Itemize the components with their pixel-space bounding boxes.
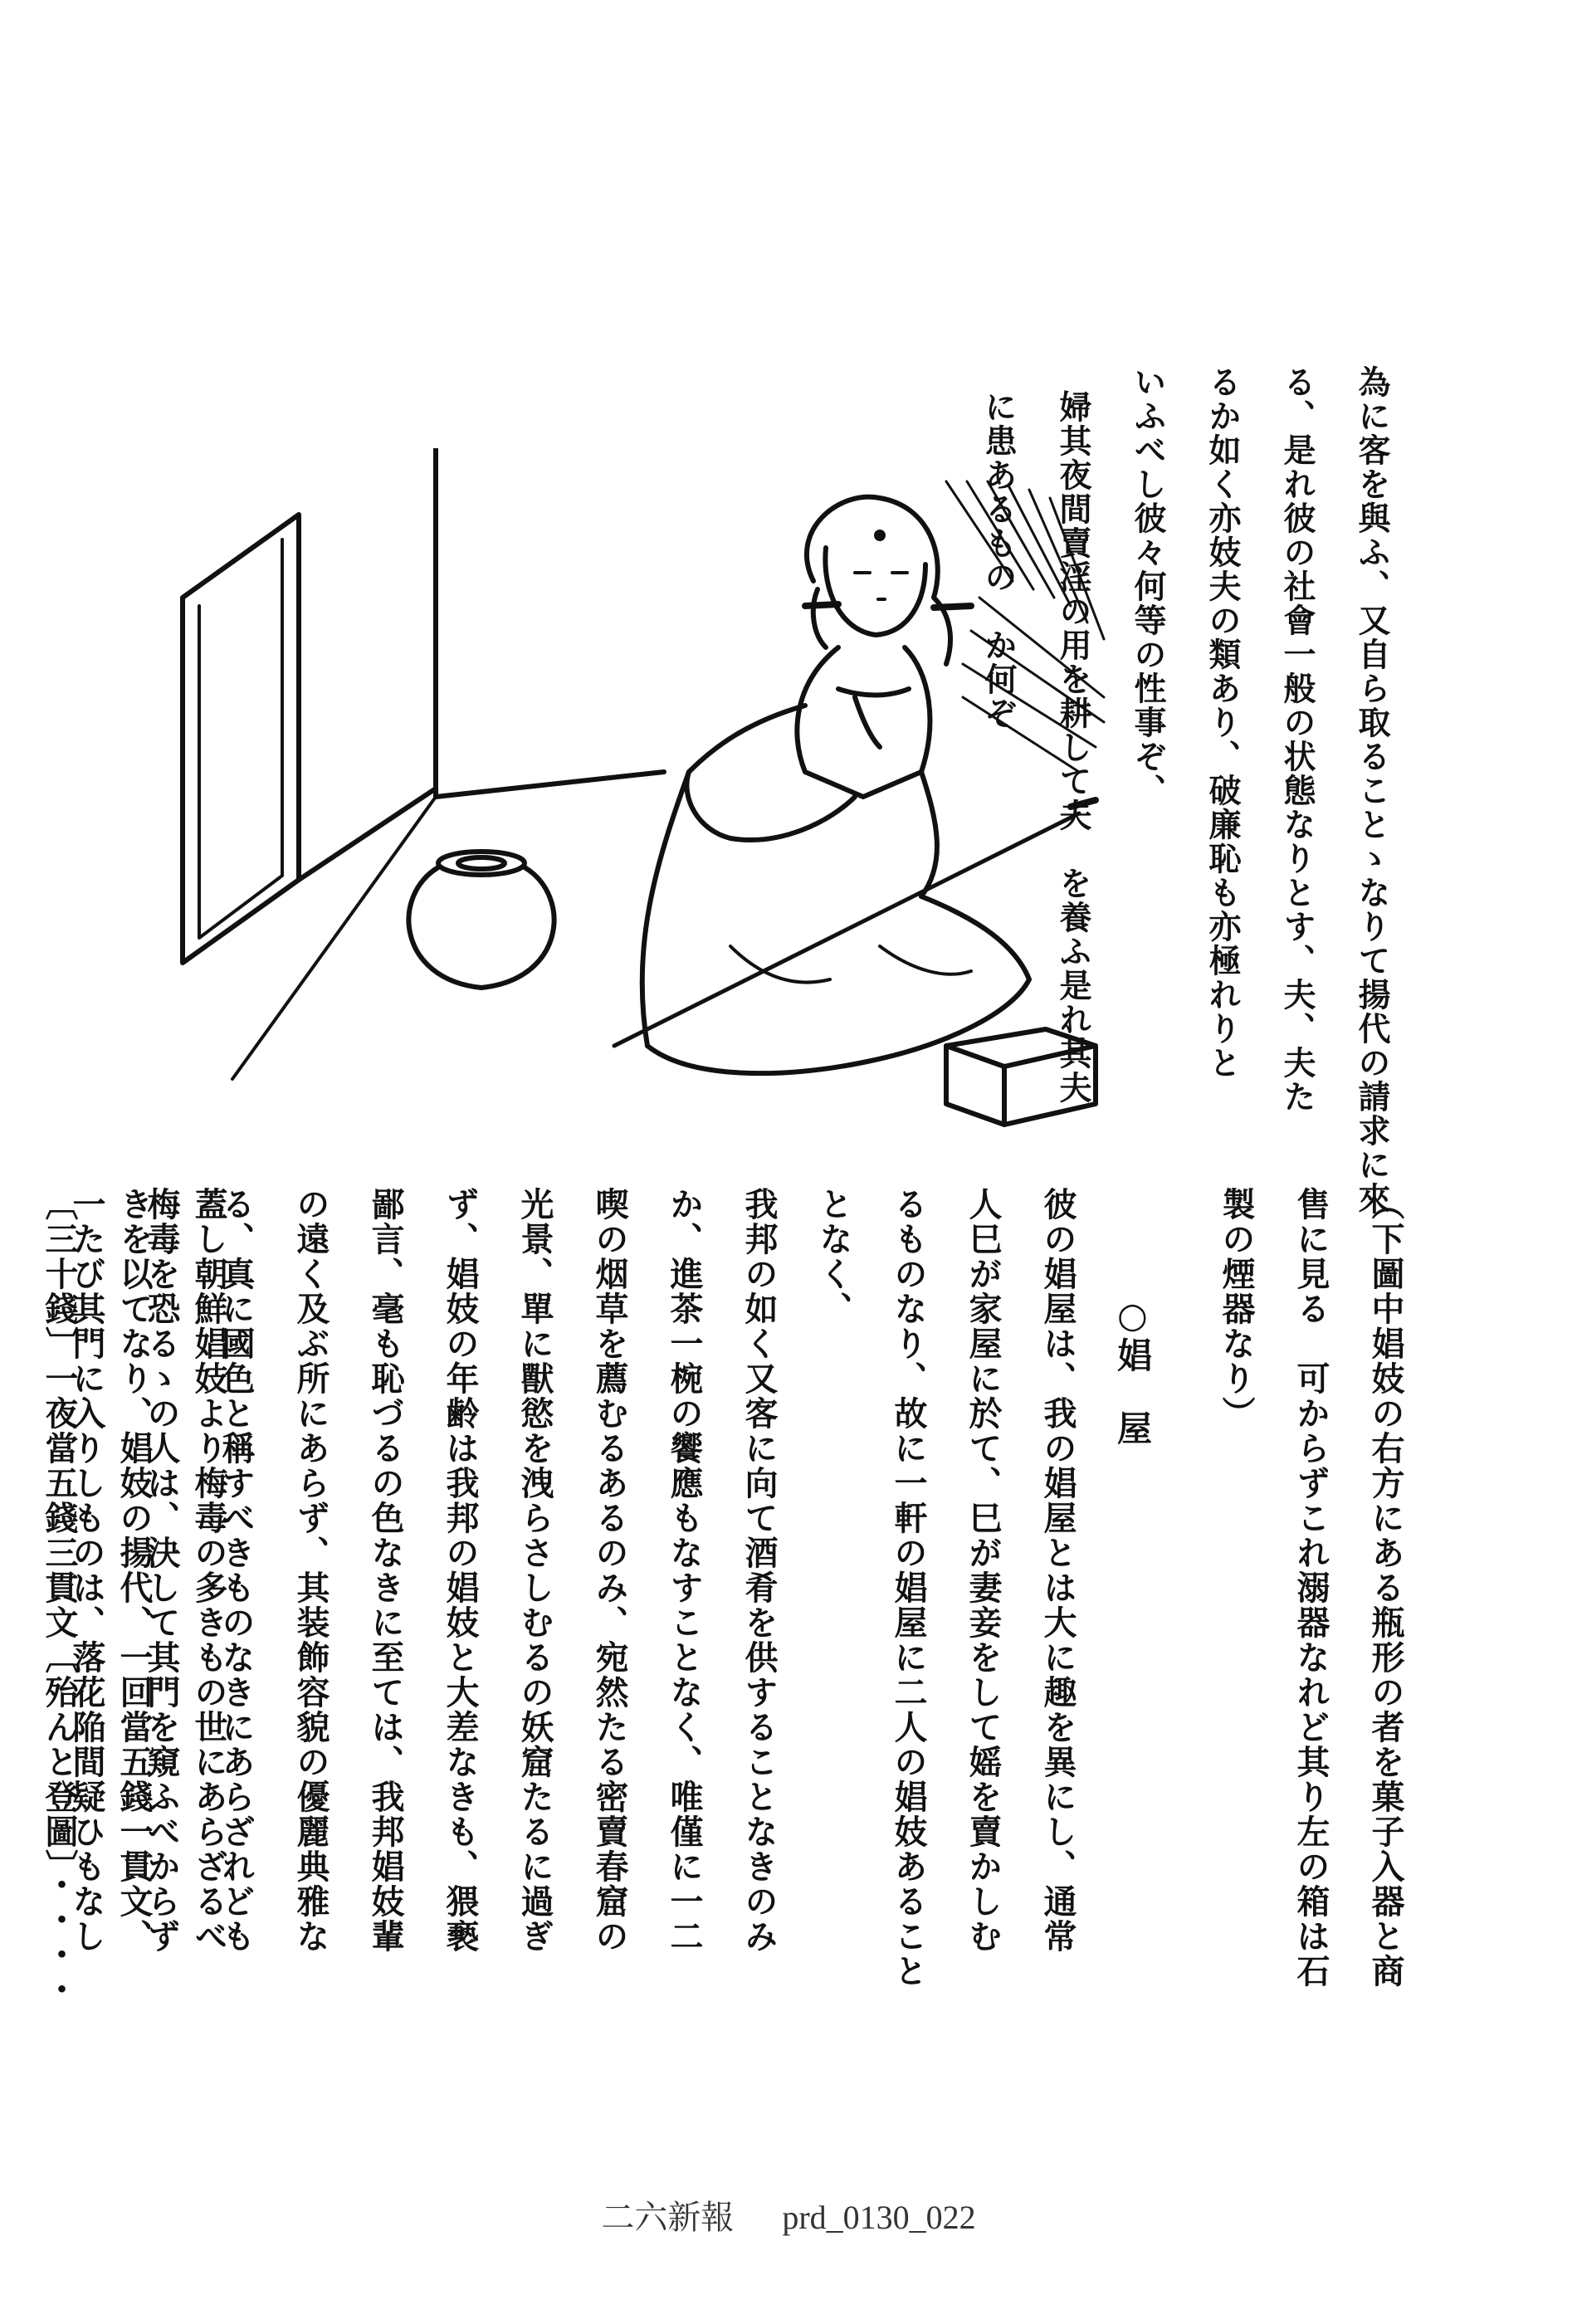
floor-wall-edge-left [299,788,436,880]
section-col-17: 〔三十錢〕一夜當五錢三貫文〔殆んと登圖〕・・・・ [40,1187,78,2007]
upper-text-col-6: に患あるもの か何ぞ [979,390,1017,730]
caption-col-1: （下圖中娼妓の右方にある瓶形の者を菓子入器と商 [1366,1187,1404,1989]
section-col-8: 光景、單に獸慾を洩らさしむるの妖窟たるに過ぎ [515,1187,554,1954]
section-col-3: るものなり、故に一軒の娼屋に二人の娼妓あること [889,1187,927,1989]
illustration-seated-woman [149,448,1162,1129]
section-col-16: きを以てなり、娼妓の揚代、一回當五錢一貫文、 [115,1187,153,1954]
pipe-line [614,813,1079,1046]
page-footer [0,2191,1577,2239]
section-col-4: となく、 [814,1187,852,1326]
upper-text-col-2: る、是れ彼の社會一般の状態なりとす、夫、夫た [1278,365,1316,1114]
section-col-6: か、進茶一椀の饗應もなすことなく、唯僅に一二 [665,1187,703,1954]
upper-text-col-5: 婦其夜間賣淫の用を耕して夫 を養ふ是れ其夫 [1054,390,1091,1105]
caption-col-3: 製の煙器なり） [1217,1187,1255,1431]
section-col-5: 我邦の如く又客に向て酒肴を供することなきのみ [740,1187,778,1954]
upper-text-col-3: るか如く亦妓夫の類あり、破廉恥も亦極れりと [1204,365,1241,1080]
section-col-12: る、真に國色と稱すべきものなきにあらざれども [217,1187,255,1954]
section-col-13: 梅毒を恐るゝの人は、決して其門を窺ふべからず [142,1187,180,1954]
section-col-2: 人巳が家屋に於て、巳が妻妾をして媱を賣かしむ [964,1187,1002,1954]
section-heading: ○娼 屋 [1112,1295,1153,1447]
pot-icon [408,852,554,988]
window-inner-frame [199,540,282,938]
upper-text-col-4: いふべし彼々何等の性事ぞ、 [1129,365,1166,808]
woman-figure [614,497,1096,1073]
upper-text-col-1: 為に客を與ふ、又自ら取ることゝなりて揚代の請求に來 [1353,365,1390,1216]
box-icon [946,1029,1096,1125]
floor-wall-edge-right [436,772,664,797]
floor-edge-diagonal [232,797,436,1079]
background-shading [946,481,1104,772]
section-col-15: 蓋し朝鮮娼妓より梅毒の多きもの世にあらざるべ [189,1187,227,1954]
footer-title: 二六新報 [601,2199,735,2236]
section-col-7: 喫の烟草を薦むるあるのみ、宛然たる密賣春窟の [590,1187,628,1954]
section-col-11: の遠く及ぶ所にあらず、其装飾容貌の優麗典雅な [291,1187,330,1954]
section-col-14: 一たび其門に入りしものは、落花陥間疑ひもなし [67,1187,105,1954]
section-col-9: ず、娼妓の年齢は我邦の娼妓と大差なきも、猥褻 [441,1187,479,1954]
section-col-10: 鄙言、毫も恥づるの色なきに至ては、我邦娼妓輩 [366,1187,404,1954]
footer-id: prd_0130_022 [782,2199,976,2236]
section-col-1: 彼の娼屋は、我の娼屋とは大に趣を異にし、通常 [1038,1187,1077,1954]
caption-col-2: 售に見る 可からずこれ溺器なれど其り左の箱は石 [1291,1187,1330,1989]
